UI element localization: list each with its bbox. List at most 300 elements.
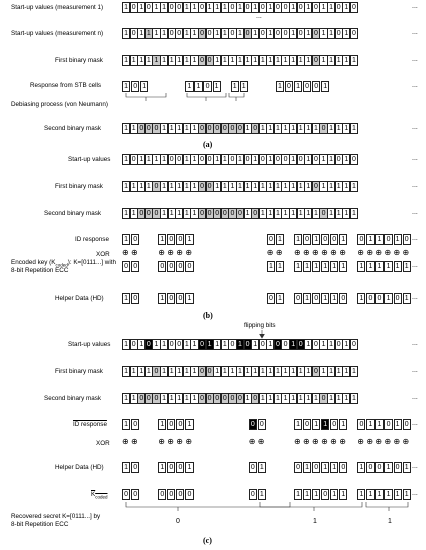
bit-cell: 0 <box>131 234 139 245</box>
ellipsis: ... <box>412 340 418 347</box>
bit-cell: 1 <box>342 28 350 39</box>
bit-cell: 1 <box>236 366 244 377</box>
bit-cell: 0 <box>384 234 392 245</box>
bit-cell: 0 <box>335 28 343 39</box>
bit-cell: 1 <box>122 208 130 219</box>
bit-cell: 0 <box>312 366 320 377</box>
bit-cell: 1 <box>319 366 327 377</box>
bit-cell: 1 <box>183 208 191 219</box>
bit-cell: 0 <box>167 234 175 245</box>
bit-cell: 1 <box>339 261 347 272</box>
bit-cell: 1 <box>303 261 311 272</box>
bit-cell: 1 <box>137 339 145 350</box>
bit-cell: 0 <box>258 419 266 430</box>
bit-cell: 0 <box>221 393 229 404</box>
bit-cell: 1 <box>274 366 282 377</box>
bit-cell: 1 <box>289 2 297 13</box>
bit-cell: 0 <box>168 339 176 350</box>
bit-cell: 1 <box>289 55 297 66</box>
brace-0 <box>126 502 290 507</box>
bit-cell: 1 <box>160 154 168 165</box>
bit-cell: 1 <box>152 55 160 66</box>
bit-cell: 1 <box>266 123 274 134</box>
bit-cell: 1 <box>274 181 282 192</box>
xor-symbol: ⊕ <box>303 437 310 446</box>
bit-cell: 1 <box>342 123 350 134</box>
bit-cell: 0 <box>228 123 236 134</box>
label-helper-data: Helper Data (HD) <box>55 464 104 471</box>
bit-cell: 1 <box>183 339 191 350</box>
bit-cell: 1 <box>403 261 411 272</box>
bit-cell: 0 <box>330 419 338 430</box>
bit-cell: 0 <box>176 261 184 272</box>
bit-cell: 1 <box>304 393 312 404</box>
bit-cell: 1 <box>281 55 289 66</box>
ellipsis: ... <box>412 367 418 374</box>
bit-cell: 1 <box>294 489 302 500</box>
bit-cell: 1 <box>175 366 183 377</box>
bit-cell: 1 <box>175 55 183 66</box>
bit-cell: 1 <box>244 393 252 404</box>
bit-cell: 0 <box>130 28 138 39</box>
bit-cell: 0 <box>285 81 293 92</box>
recovered-bit: 1 <box>388 518 392 525</box>
bit-cell: 1 <box>294 419 302 430</box>
bit-cell: 0 <box>312 462 320 473</box>
bit-cell: 0 <box>130 154 138 165</box>
bit-cell: 0 <box>251 393 259 404</box>
bit-cell: 1 <box>342 2 350 13</box>
bit-cell: 1 <box>289 123 297 134</box>
bit-cell: 1 <box>175 208 183 219</box>
bit-cell: 1 <box>274 208 282 219</box>
bit-cell: 0 <box>131 419 139 430</box>
bit-cell: 1 <box>304 339 312 350</box>
bit-cell: 0 <box>244 28 252 39</box>
bit-cell: 1 <box>303 489 311 500</box>
bit-cell: 1 <box>140 81 148 92</box>
bit-cell: 0 <box>130 2 138 13</box>
bit-cell: 0 <box>335 2 343 13</box>
bit-cell: 1 <box>185 419 193 430</box>
xor-symbol: ⊕ <box>321 437 328 446</box>
bit-cell: 0 <box>274 2 282 13</box>
label-second-mask: Second binary mask <box>44 125 102 132</box>
bit-cell: 1 <box>394 419 402 430</box>
bit-cell: 0 <box>185 489 193 500</box>
bit-cell: 1 <box>122 234 130 245</box>
bit-cell: 0 <box>198 28 206 39</box>
bit-cell: 1 <box>183 366 191 377</box>
bit-cell: 1 <box>183 2 191 13</box>
bit-cell: 1 <box>145 55 153 66</box>
bit-cell: 1 <box>221 154 229 165</box>
bit-cell: 1 <box>185 81 193 92</box>
label-second-mask: Second binary mask <box>44 395 102 402</box>
xor-symbol: ⊕ <box>275 248 283 257</box>
bit-cell: 1 <box>289 181 297 192</box>
xor-symbol: ⊕ <box>131 248 138 257</box>
bit-cell: 0 <box>312 293 320 304</box>
bit-cell: 1 <box>228 366 236 377</box>
bit-cell: 1 <box>168 393 176 404</box>
bit-cell: 1 <box>122 339 130 350</box>
bit-cell: 1 <box>158 419 166 430</box>
bit-cell: 1 <box>185 462 193 473</box>
bit-cell: 1 <box>221 366 229 377</box>
bit-cell: 0 <box>158 489 166 500</box>
caption-a: (a) <box>203 140 213 149</box>
xor-symbol: ⊕ <box>384 437 391 446</box>
bit-cell: 1 <box>357 261 365 272</box>
label-stb-response: Response from STB cells <box>30 82 102 89</box>
bit-cell: 0 <box>319 208 327 219</box>
xor-symbol: ⊕ <box>158 437 165 446</box>
bit-cell: 1 <box>350 123 358 134</box>
bit-cell: 1 <box>158 462 166 473</box>
bit-cell: 0 <box>168 154 176 165</box>
bit-cell: 0 <box>236 208 244 219</box>
bit-cell: 1 <box>244 55 252 66</box>
ellipsis: ... <box>412 182 418 189</box>
bit-cell: 1 <box>190 393 198 404</box>
bit-cell: 1 <box>304 123 312 134</box>
bit-cell: 0 <box>206 55 214 66</box>
bit-cell: 1 <box>403 293 411 304</box>
label-startup-mn: Start-up values (measurement n) <box>11 30 104 37</box>
xor-symbol: ⊕ <box>185 437 192 446</box>
bit-cell: 1 <box>240 81 248 92</box>
bit-cell: 0 <box>206 393 214 404</box>
bit-cell: 0 <box>339 293 347 304</box>
bit-cell: 1 <box>312 261 320 272</box>
bit-cell: 1 <box>319 2 327 13</box>
bit-cell: 0 <box>152 393 160 404</box>
bit-cell: 0 <box>294 293 302 304</box>
bit-cell: 0 <box>145 208 153 219</box>
bit-cell: 0 <box>303 81 311 92</box>
bit-cell: 1 <box>130 208 138 219</box>
bit-cell: 1 <box>297 55 305 66</box>
ellipsis: ... <box>412 3 418 10</box>
bit-cell: 1 <box>304 154 312 165</box>
caption-b: (b) <box>203 311 213 320</box>
bit-cell: 1 <box>122 366 130 377</box>
bit-cell: 0 <box>221 208 229 219</box>
bit-cell: 1 <box>335 55 343 66</box>
arrow-head <box>260 334 265 338</box>
bit-cell: 0 <box>213 123 221 134</box>
bit-cell: 1 <box>297 123 305 134</box>
bit-cell: 1 <box>384 293 392 304</box>
bracket <box>126 93 166 97</box>
ellipsis: ... <box>256 13 262 20</box>
bit-cell: 1 <box>297 366 305 377</box>
bit-cell: 0 <box>267 293 275 304</box>
bit-cell: 1 <box>312 123 320 134</box>
ellipsis: ... <box>412 394 418 401</box>
label-debias: Debiasing process (von Neumann) <box>11 101 108 108</box>
bit-cell: 0 <box>176 234 184 245</box>
bit-cell: 1 <box>221 28 229 39</box>
bit-cell: 1 <box>312 208 320 219</box>
bit-cell: 0 <box>236 123 244 134</box>
bit-cell: 1 <box>327 366 335 377</box>
bit-cell: 0 <box>312 339 320 350</box>
bit-cell: 1 <box>213 366 221 377</box>
xor-symbol: ⊕ <box>330 248 337 257</box>
bit-cell: 1 <box>236 154 244 165</box>
bit-cell: 0 <box>152 123 160 134</box>
bit-cell: 1 <box>259 55 267 66</box>
bit-cell: 1 <box>137 181 145 192</box>
bit-cell: 1 <box>375 261 383 272</box>
bit-cell: 1 <box>258 489 266 500</box>
bit-cell: 1 <box>137 154 145 165</box>
bit-cell: 1 <box>274 393 282 404</box>
bit-cell: 0 <box>321 489 329 500</box>
bit-cell: 1 <box>281 393 289 404</box>
bracket <box>187 93 226 97</box>
xor-symbol: ⊕ <box>357 437 364 446</box>
xor-symbol: ⊕ <box>176 437 183 446</box>
bit-cell: 1 <box>327 154 335 165</box>
bit-cell: 0 <box>335 154 343 165</box>
bit-cell: 1 <box>206 339 214 350</box>
bit-cell: 0 <box>339 462 347 473</box>
bit-cell: 1 <box>350 393 358 404</box>
bit-cell: 1 <box>130 123 138 134</box>
bit-cell: 1 <box>281 208 289 219</box>
bit-cell: 1 <box>251 339 259 350</box>
bit-cell: 1 <box>168 55 176 66</box>
bit-cell: 1 <box>183 393 191 404</box>
bit-cell: 1 <box>190 181 198 192</box>
bit-cell: 1 <box>160 393 168 404</box>
bit-cell: 1 <box>319 154 327 165</box>
bit-cell: 1 <box>251 366 259 377</box>
xor-symbol: ⊕ <box>185 248 192 257</box>
bit-cell: 1 <box>190 208 198 219</box>
bit-cell: 1 <box>335 366 343 377</box>
bit-cell: 0 <box>168 28 176 39</box>
bit-cell: 0 <box>321 234 329 245</box>
bit-cell: 0 <box>274 154 282 165</box>
bit-cell: 0 <box>206 154 214 165</box>
bit-cell: 1 <box>168 181 176 192</box>
bit-cell: 1 <box>122 154 130 165</box>
bit-cell: 1 <box>403 462 411 473</box>
xor-symbol: ⊕ <box>330 437 337 446</box>
bit-cell: 1 <box>327 181 335 192</box>
bit-cell: 1 <box>319 55 327 66</box>
bit-cell: 1 <box>152 2 160 13</box>
ellipsis: ... <box>412 235 418 242</box>
bit-cell: 0 <box>259 2 267 13</box>
bit-cell: 0 <box>175 2 183 13</box>
label-recovered-2: 8-bit Repetition ECC <box>11 521 69 528</box>
bit-cell: 1 <box>304 208 312 219</box>
bit-cell: 1 <box>303 462 311 473</box>
bit-cell: 0 <box>281 2 289 13</box>
recovered-bit: 1 <box>313 518 317 525</box>
bit-cell: 0 <box>297 28 305 39</box>
bit-cell: 1 <box>236 339 244 350</box>
bit-cell: 1 <box>335 208 343 219</box>
label-encoded-key: Encoded key $(K_{coded})$: K=[0111...] with <box>11 259 116 268</box>
xor-symbol: ⊕ <box>131 437 138 446</box>
bit-cell: 0 <box>281 154 289 165</box>
bit-cell: 1 <box>384 462 392 473</box>
bit-cell: 1 <box>366 489 374 500</box>
bit-cell: 1 <box>304 181 312 192</box>
bit-cell: 0 <box>152 181 160 192</box>
bit-cell: 1 <box>158 293 166 304</box>
bit-cell: 1 <box>350 55 358 66</box>
bit-cell: 1 <box>185 234 193 245</box>
label-id-response-prime: ID response <box>73 421 107 428</box>
bit-cell: 1 <box>327 123 335 134</box>
bit-cell: 0 <box>312 28 320 39</box>
bit-cell: 0 <box>330 234 338 245</box>
bit-cell: 1 <box>137 2 145 13</box>
bit-cell: 1 <box>327 339 335 350</box>
bit-cell: 0 <box>167 261 175 272</box>
bit-cell: 1 <box>160 2 168 13</box>
bit-cell: 1 <box>266 366 274 377</box>
bit-cell: 1 <box>244 123 252 134</box>
xor-symbol: ⊕ <box>176 248 183 257</box>
bit-cell: 1 <box>137 366 145 377</box>
bit-cell: 0 <box>167 489 175 500</box>
bit-cell: 1 <box>185 293 193 304</box>
bit-cell: 1 <box>160 181 168 192</box>
bit-cell: 0 <box>366 293 374 304</box>
label-first-mask: First binary mask <box>55 57 103 64</box>
bit-cell: 0 <box>198 154 206 165</box>
bit-cell: 1 <box>122 28 130 39</box>
bit-cell: 1 <box>175 123 183 134</box>
bit-cell: 1 <box>319 339 327 350</box>
bit-cell: 1 <box>297 208 305 219</box>
bit-cell: 0 <box>236 393 244 404</box>
bit-cell: 1 <box>194 81 202 92</box>
bit-cell: 1 <box>251 55 259 66</box>
xor-symbol: ⊕ <box>257 437 265 446</box>
ellipsis: ... <box>412 155 418 162</box>
bit-cell: 0 <box>198 55 206 66</box>
bit-cell: 1 <box>183 181 191 192</box>
bit-cell: 1 <box>122 462 130 473</box>
bit-cell: 1 <box>168 366 176 377</box>
label-xor: XOR <box>96 440 110 447</box>
bit-cell: 1 <box>183 55 191 66</box>
bit-cell: 1 <box>160 55 168 66</box>
bit-cell: 0 <box>176 462 184 473</box>
bit-cell: 0 <box>228 339 236 350</box>
bit-cell: 1 <box>342 208 350 219</box>
label-xor: XOR <box>96 251 110 258</box>
bit-cell: 0 <box>152 208 160 219</box>
ellipsis: ... <box>412 124 418 131</box>
bit-cell: 1 <box>266 208 274 219</box>
bit-cell: 0 <box>357 234 365 245</box>
bit-cell: 1 <box>221 2 229 13</box>
bit-cell: 1 <box>339 419 347 430</box>
bit-cell: 0 <box>228 208 236 219</box>
bit-cell: 0 <box>228 2 236 13</box>
bit-cell: 1 <box>384 489 392 500</box>
bit-cell: 0 <box>175 154 183 165</box>
bit-cell: 0 <box>312 2 320 13</box>
bit-cell: 1 <box>319 28 327 39</box>
bit-cell: 0 <box>281 28 289 39</box>
ellipsis: ... <box>412 29 418 36</box>
bit-cell: 0 <box>198 123 206 134</box>
bit-cell: 1 <box>312 419 320 430</box>
bit-cell: 0 <box>403 234 411 245</box>
bit-cell: 1 <box>145 28 153 39</box>
bit-cell: 1 <box>158 234 166 245</box>
bit-cell: 0 <box>206 181 214 192</box>
xor-symbol: ⊕ <box>393 248 400 257</box>
bit-cell: 1 <box>190 339 198 350</box>
bit-cell: 1 <box>228 55 236 66</box>
bit-cell: 1 <box>122 393 130 404</box>
bit-cell: 1 <box>190 28 198 39</box>
bit-cell: 1 <box>266 393 274 404</box>
bit-cell: 1 <box>122 2 130 13</box>
bit-cell: 1 <box>312 489 320 500</box>
bit-cell: 0 <box>167 462 175 473</box>
label-kcoded: $K_{coded}$ <box>91 491 108 500</box>
ellipsis: ... <box>412 490 418 497</box>
bit-cell: 1 <box>281 123 289 134</box>
bit-cell: 0 <box>176 419 184 430</box>
xor-symbol: ⊕ <box>158 248 165 257</box>
bit-cell: 1 <box>327 208 335 219</box>
bit-cell: 0 <box>319 393 327 404</box>
bit-cell: 1 <box>366 419 374 430</box>
bit-cell: 1 <box>266 2 274 13</box>
bit-cell: 0 <box>175 28 183 39</box>
bit-cell: 0 <box>131 462 139 473</box>
bit-cell: 0 <box>297 154 305 165</box>
bit-cell: 0 <box>206 28 214 39</box>
bit-cell: 0 <box>167 293 175 304</box>
bit-cell: 1 <box>394 234 402 245</box>
bit-cell: 0 <box>145 2 153 13</box>
bit-cell: 1 <box>266 154 274 165</box>
bit-cell: 1 <box>335 181 343 192</box>
bit-cell: 1 <box>190 366 198 377</box>
bit-cell: 1 <box>236 55 244 66</box>
bit-cell: 0 <box>350 2 358 13</box>
bit-cell: 1 <box>321 419 329 430</box>
bit-cell: 0 <box>249 489 257 500</box>
bit-cell: 0 <box>297 2 305 13</box>
bit-cell: 0 <box>130 339 138 350</box>
bit-cell: 1 <box>152 154 160 165</box>
bit-cell: 0 <box>158 261 166 272</box>
bit-cell: 1 <box>236 2 244 13</box>
bit-cell: 1 <box>190 55 198 66</box>
bit-cell: 1 <box>327 2 335 13</box>
bit-cell: 1 <box>266 55 274 66</box>
bit-cell: 1 <box>221 181 229 192</box>
bit-cell: 1 <box>276 234 284 245</box>
bit-cell: 1 <box>137 28 145 39</box>
